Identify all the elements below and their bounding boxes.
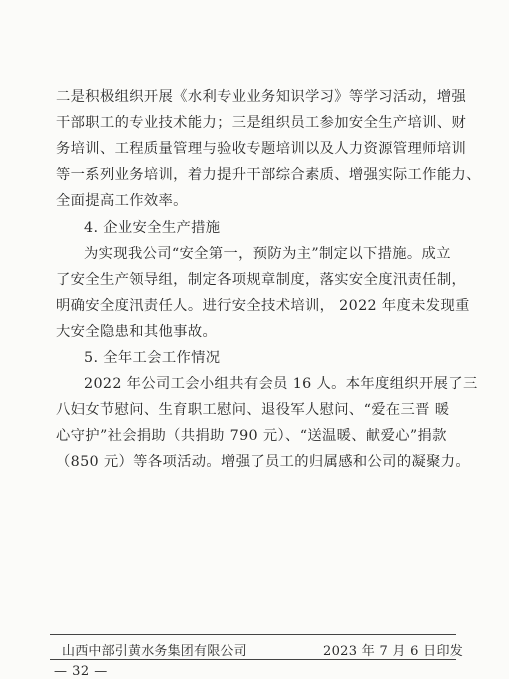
section-heading: 5. 全年工会工作情况 — [84, 350, 221, 366]
paragraph-line: 为实现我公司“安全第一，预防为主”制定以下措施。成立 — [84, 246, 451, 262]
paragraph-line: 干部职工的专业技术能力；三是组织员工参加安全生产培训、财 — [56, 115, 467, 131]
paragraph-line: 等一系列业务培训，着力提升干部综合素质、增强实际工作能力、 — [56, 167, 481, 183]
paragraph-line: （850 元）等各项活动。增强了员工的归属感和公司的凝聚力。 — [56, 454, 471, 470]
paragraph-line: 二是积极组织开展《水利专业业务知识学习》等学习活动，增强 — [56, 89, 467, 105]
paragraph-line: 八妇女节慰问、生育职工慰问、退役军人慰问、“爱在三晋 暖 — [56, 402, 450, 418]
paragraph-line: 2022 年公司工会小组共有会员 16 人。本年度组织开展了三 — [84, 376, 478, 392]
footer-date: 2023 年 7 月 6 日印发 — [323, 644, 464, 659]
paragraph-line: 了安全生产领导组，制定各项规章制度，落实安全度汛责任制， — [56, 272, 467, 288]
paragraph-line: 务培训、工程质量管理与验收专题培训以及人力资源管理师培训 — [56, 141, 467, 157]
footer-rule-bottom — [50, 659, 456, 660]
paragraph-line: 大安全隐患和其他事故。 — [56, 324, 218, 340]
footer-rule-top — [50, 634, 456, 635]
page-number: — 32 — — [54, 664, 108, 679]
paragraph-line: 全面提高工作效率。 — [56, 193, 188, 209]
paragraph-line: 明确安全度汛责任人。进行安全技术培训， 2022 年度未发现重 — [56, 298, 470, 314]
section-heading: 4. 企业安全生产措施 — [84, 220, 221, 236]
footer-issuer: 山西中部引黄水务集团有限公司 — [62, 644, 247, 659]
paragraph-line: 心守护”社会捐助（共捐助 790 元）、“送温暖、献爱心”捐款 — [56, 428, 447, 444]
